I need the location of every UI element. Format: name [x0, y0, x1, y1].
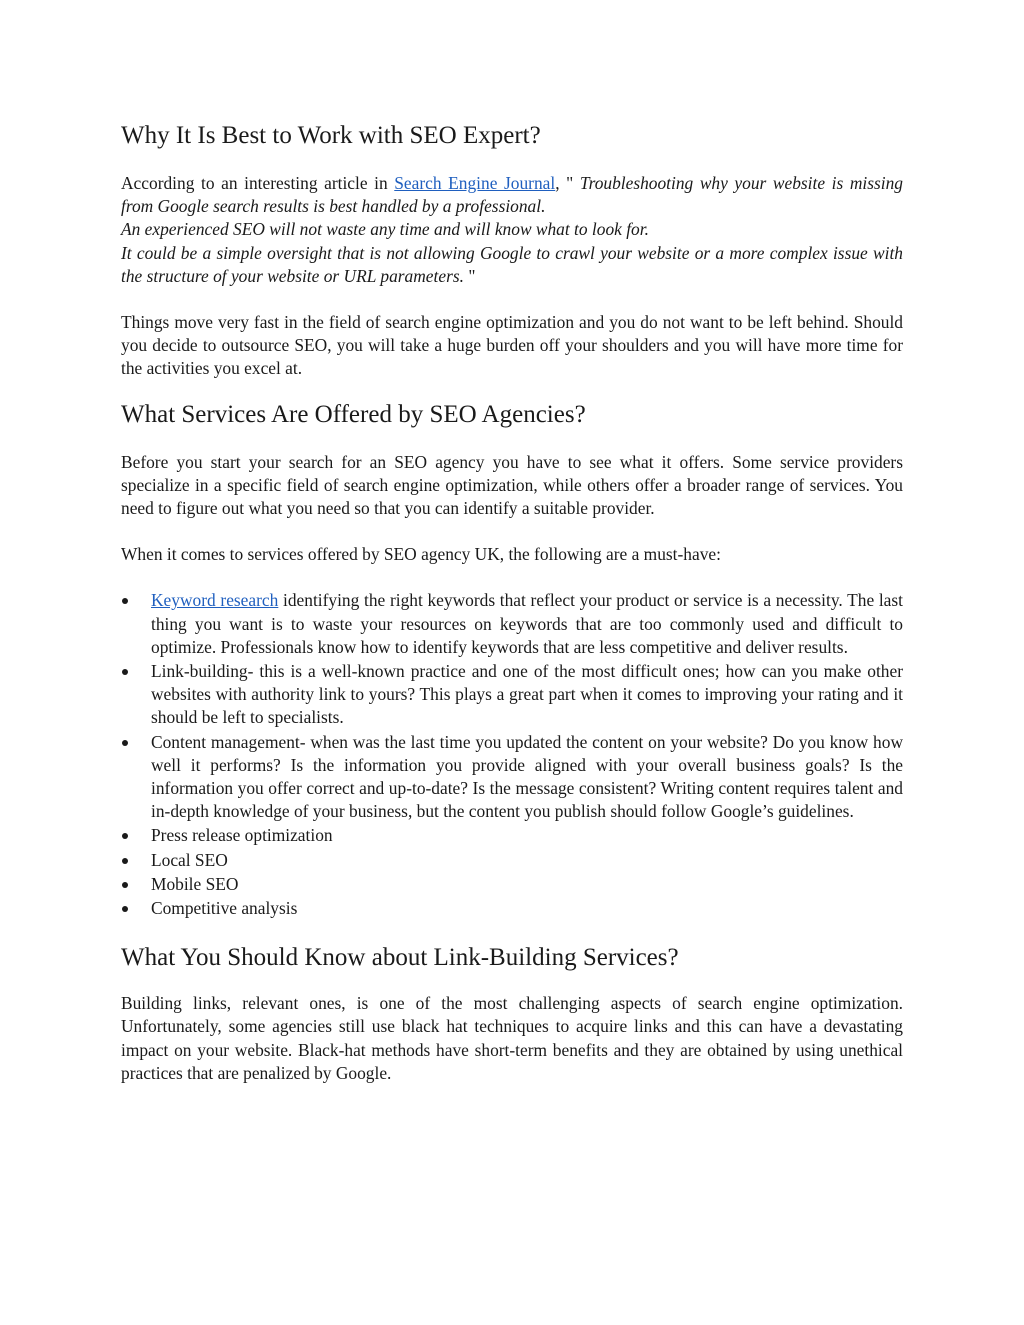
close-quote-text: " [463, 265, 476, 286]
intro-text: According to an interesting article in [121, 173, 395, 193]
list-item [121, 849, 903, 872]
list-item-text: identifying the right keywords that reflect your product or service is a necessity. The last thing you want is to waste your resources on keywords that are too commonly used and difficult to optimize. Professionals know how to identify keywords that are less competitive and deliver results. [151, 590, 903, 657]
search-engine-journal-link[interactable]: Search Engine Journal [394, 173, 556, 193]
bullet-icon [122, 669, 128, 675]
list-item [121, 660, 903, 730]
keyword-research-link[interactable]: Keyword research [151, 590, 279, 611]
quote-line-2: An experienced SEO will not waste any time and will know what to look for. [121, 219, 649, 240]
quote-line-1: Troubleshooting why your website is missing from Google search results is best handled by a professional. [121, 173, 903, 217]
services-bullet-list [121, 589, 903, 920]
list-item-text: Link-building- this is a well-known practice and one of the most difficult ones; how can you make other websites with authority link to yours? This plays a great part when it comes to improving your rating and it should be left to specialists. [151, 661, 903, 728]
document-page [121, 120, 903, 1085]
paragraph-building-links: Building links, relevant ones, is one of the most challenging aspects of search engine optimization. Unfortunately, some agencies still use black hat techniques to acquire links and this can have a devastating impact on your website. Black-hat methods have short-term benefits and they are obtained by using unethical practices that are penalized by Google. [121, 993, 903, 1083]
list-item-text: Content management- when was the last time you updated the content on your website? Do you know how well it performs? Is the information you provide aligned with your overall business goals? Is the information you offer correct and up-to-date? Is the message consistent? Writing content requires talent and in-depth knowledge of your business, but the content you publish should follow Google’s guidelines. [151, 731, 903, 822]
list-item [121, 589, 903, 659]
bullet-icon [122, 882, 128, 888]
bullet-icon [122, 858, 128, 864]
heading-why-seo-expert: Why It Is Best to Work with SEO Expert? [121, 122, 541, 149]
list-item [121, 873, 903, 896]
paragraph-things-move-fast: Things move very fast in the field of search engine optimization and you do not want to be left behind. Should you decide to outsource SEO, you will take a huge burden off your shoulders and you will have more time for the activities you excel at. [121, 312, 903, 379]
list-item-text: Local SEO [151, 849, 228, 870]
bullet-icon [122, 598, 128, 604]
paragraph-must-have: When it comes to services offered by SEO agency UK, the following are a must-have: [121, 544, 721, 565]
heading-services-offered: What Services Are Offered by SEO Agencies? [121, 400, 586, 428]
quote-line-3: It could be a simple oversight that is not allowing Google to crawl your website or a more complex issue with the structure of your website or URL parameters. [121, 242, 903, 286]
list-item-text: Mobile SEO [151, 873, 239, 894]
bullet-icon [122, 833, 128, 839]
bullet-icon [122, 906, 128, 912]
list-item [121, 731, 903, 824]
bullet-icon [122, 740, 128, 746]
list-item-text: Competitive analysis [151, 898, 298, 919]
list-item [121, 897, 903, 920]
heading-link-building: What You Should Know about Link-Building Services? [121, 944, 679, 972]
list-item [121, 824, 903, 847]
paragraph-before-you-start: Before you start your search for an SEO agency you have to see what it offers. Some service providers specialize in a specific field of search engine optimization, while others offer a broader range of services. You need to figure out what you need so that you can identify a suitable provider. [121, 451, 903, 519]
paragraph-quote [121, 172, 903, 288]
list-item-text: Press release optimization [151, 825, 333, 846]
open-quote-text: , " [555, 173, 580, 193]
